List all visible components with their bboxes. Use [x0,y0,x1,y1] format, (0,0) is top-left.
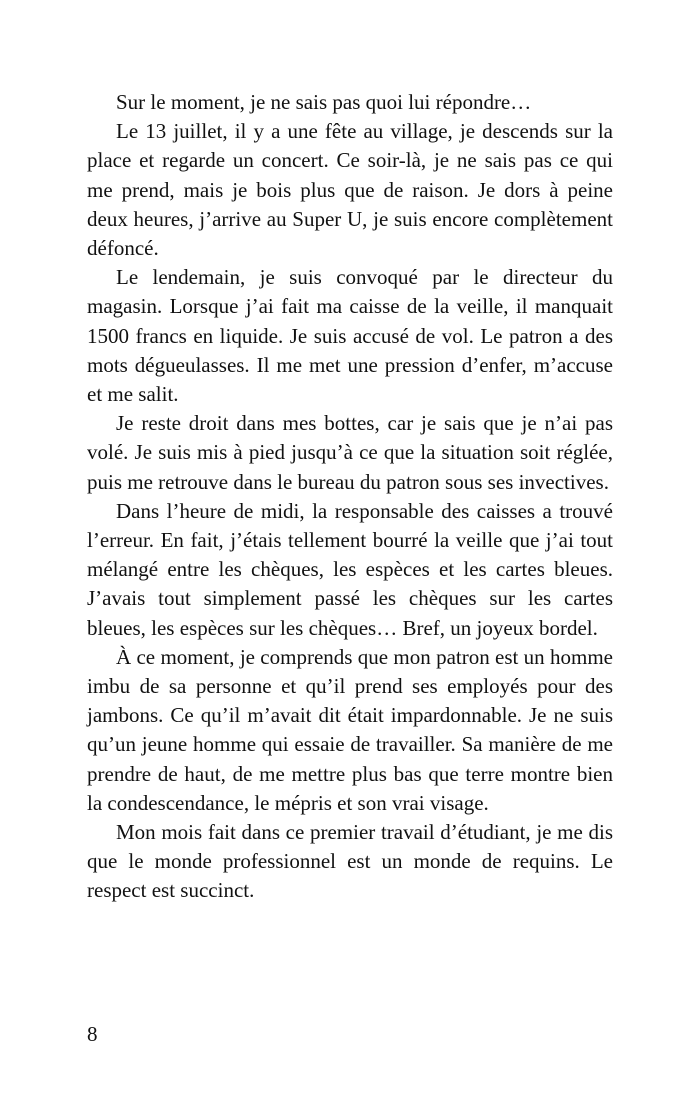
paragraph-5: Dans l’heure de midi, la responsable des caisses a trouvé l’erreur. En fait, j’étais tellement bourré la veille que j’ai tout mélangé entre les chèques, les espèces et les cartes bleues. J’avais tout simplement passé les chèques sur les cartes bleues, les espèces sur les chèques… Bref, un joyeux bordel. [87,498,613,640]
page-body [87,88,613,1008]
paragraph-2: Le 13 juillet, il y a une fête au village, je descends sur la place et regarde un concert. Ce soir-là, je ne sais pas ce qui me prend, mais je bois plus que de raison. Je dors à peine deux heures, j’arrive au Super U, je suis encore complètement défoncé. [87,119,613,261]
page-number: 8 [87,1022,98,1046]
paragraph-7: Mon mois fait dans ce premier travail d’étudiant, je me dis que le monde professionnel est un monde de requins. Le respect est succinct. [87,820,613,903]
paragraph-3: Le lendemain, je suis convoqué par le directeur du magasin. Lorsque j’ai fait ma caisse de la veille, il manquait 1500 francs en liquide. Je suis accusé de vol. Le patron a des mots dégueulasses. Il me met une pression d’enfer, m’accuse et me salit. [87,265,613,407]
paragraph-4: Je reste droit dans mes bottes, car je sais que je n’ai pas volé. Je suis mis à pied jusqu’à ce que la situation soit réglée, puis me retrouve dans le bureau du patron sous ses invectives. [87,411,613,494]
paragraph-1: Sur le moment, je ne sais pas quoi lui répondre… [116,90,532,114]
paragraph-6: À ce moment, je comprends que mon patron est un homme imbu de sa personne et qu’il prend ses employés pour des jambons. Ce qu’il m’avait dit était impardonnable. Je ne suis qu’un jeune homme qui essaie de travailler. Sa manière de me prendre de haut, de me mettre plus bas que terre montre bien la condescendance, le mépris et son vrai visage. [87,644,613,815]
